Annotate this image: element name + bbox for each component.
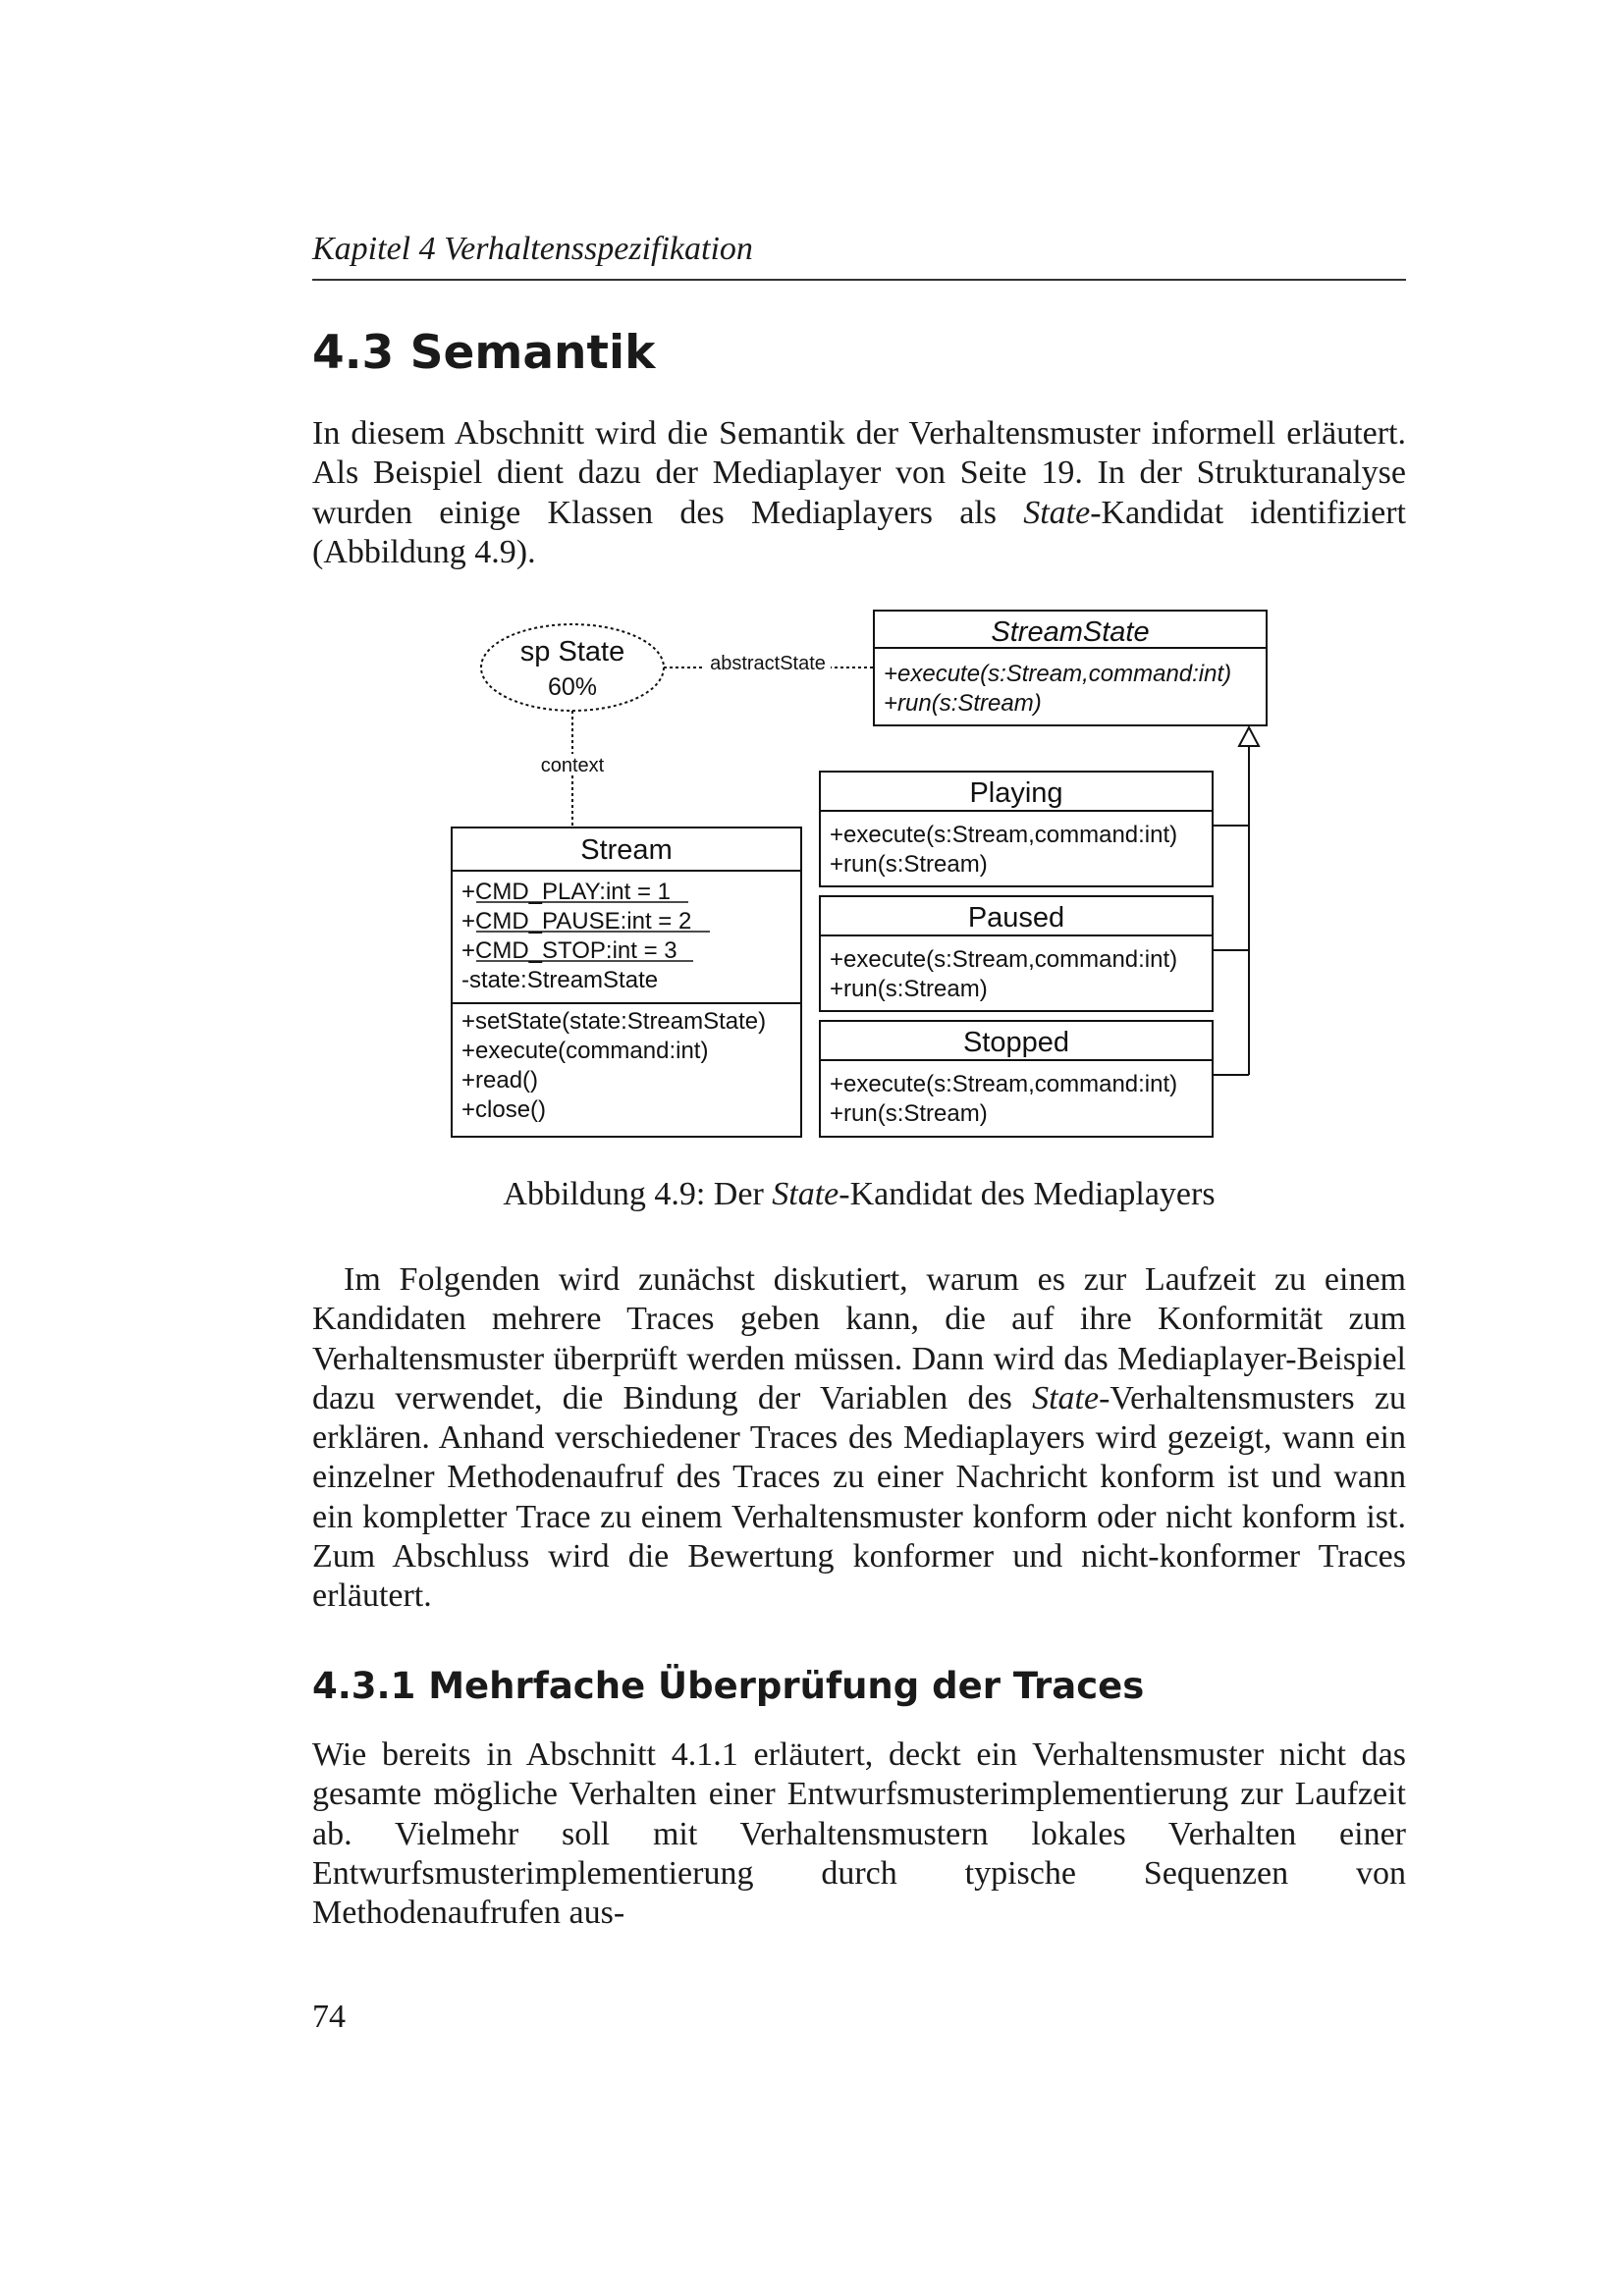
paused-name: Paused [967, 902, 1065, 934]
stopped-op: +run(s:Stream) [830, 1100, 988, 1127]
stream-attr: +CMD_STOP:int = 3 [461, 937, 677, 964]
playing-op: +run(s:Stream) [830, 851, 988, 878]
intro-text-a: In diesem Abschnitt wird die Semantik der Verhaltensmuster informell erläutert. Als Beispiel dient dazu der Mediaplayer von Seite 19. In der Strukturanalyse wurden einige Klassen des Mediaplayers als [312, 415, 1406, 531]
playing-op: +execute(s:Stream,command:int) [830, 822, 1178, 848]
generalization-arrowhead [1239, 727, 1259, 746]
caption-text-b: -Kandidat des Mediaplayers [839, 1176, 1216, 1212]
class-stopped [820, 1021, 1213, 1137]
section-heading: 4.3 Semantik [312, 326, 656, 380]
paused-op: +execute(s:Stream,command:int) [830, 946, 1178, 973]
paused-op: +run(s:Stream) [830, 976, 988, 1002]
playing-name: Playing [969, 777, 1063, 809]
figure-caption [312, 1174, 1406, 1215]
intro-state-term: State [1023, 494, 1091, 531]
streamstate-name: StreamState [991, 616, 1150, 648]
stream-name: Stream [580, 834, 673, 866]
stream-op: +close() [461, 1096, 547, 1123]
class-playing [820, 772, 1213, 886]
caption-text-a: Abbildung 4.9: Der [503, 1176, 773, 1212]
subsection-paragraph: Wie bereits in Abschnitt 4.1.1 erläutert, deckt ein Verhaltensmuster nicht das gesamte mögliche Verhalten einer Entwurfsmusterimplementierung zur Laufzeit ab. Vielmehr soll mit Verhaltensmustern lokales Verhalten einer Entwurfsmusterimplementierung durch typische Sequenzen von Methodenaufrufen aus- [312, 1736, 1406, 1932]
abstract-state-label: abstractState [710, 653, 826, 674]
class-streamstate [874, 611, 1267, 725]
stream-op: +setState(state:StreamState) [461, 1008, 767, 1035]
stream-attr: +CMD_PLAY:int = 1 [461, 879, 671, 905]
intro-text-b: -Kandidat identifiziert (Abbildung 4.9). [312, 494, 1406, 570]
stopped-op: +execute(s:Stream,command:int) [830, 1071, 1178, 1097]
streamstate-op: +execute(s:Stream,command:int) [884, 661, 1232, 687]
stream-attr: +CMD_PAUSE:int = 2 [461, 908, 692, 934]
stream-attr: -state:StreamState [461, 967, 659, 993]
stopped-name: Stopped [962, 1027, 1070, 1058]
class-paused [820, 896, 1213, 1011]
context-label: context [540, 755, 605, 776]
pattern-percent: 60% [547, 673, 598, 701]
caption-state-term: State [772, 1176, 839, 1212]
page-number: 74 [312, 1999, 346, 2035]
stream-op: +execute(command:int) [461, 1038, 709, 1064]
running-head: Kapitel 4 Verhaltensspezifikation [312, 228, 1406, 281]
body-state-term: State [1032, 1379, 1100, 1416]
body-text-b: -Verhaltensmusters zu erklären. Anhand verschiedener Traces des Mediaplayers wird gezeigt, wann ein einzelner Methodenaufruf des Traces zu einer Nachricht konform ist und wann ein kompletter Trace zu einem Verhaltensmuster konform oder nicht konform ist. Zum Abschluss wird die Bewertung konformer und nicht-konformer Traces erläutert. [312, 1379, 1406, 1615]
streamstate-op: +run(s:Stream) [884, 690, 1042, 717]
class-stream [452, 828, 801, 1137]
stream-op: +read() [461, 1067, 539, 1094]
pattern-name: sp State [519, 636, 625, 667]
subsection-heading: 4.3.1 Mehrfache Überprüfung der Traces [312, 1665, 1145, 1707]
body-text-a: Im Folgenden wird zunächst diskutiert, warum es zur Laufzeit zu einem Kandidaten mehrere Traces geben kann, die auf ihre Konformität zum Verhaltensmuster überprüft werden müssen. Dann wird das Mediaplayer-Beispiel dazu verwendet, die Bindung der Variablen des [312, 1261, 1406, 1416]
body-paragraph [312, 1260, 1406, 1617]
